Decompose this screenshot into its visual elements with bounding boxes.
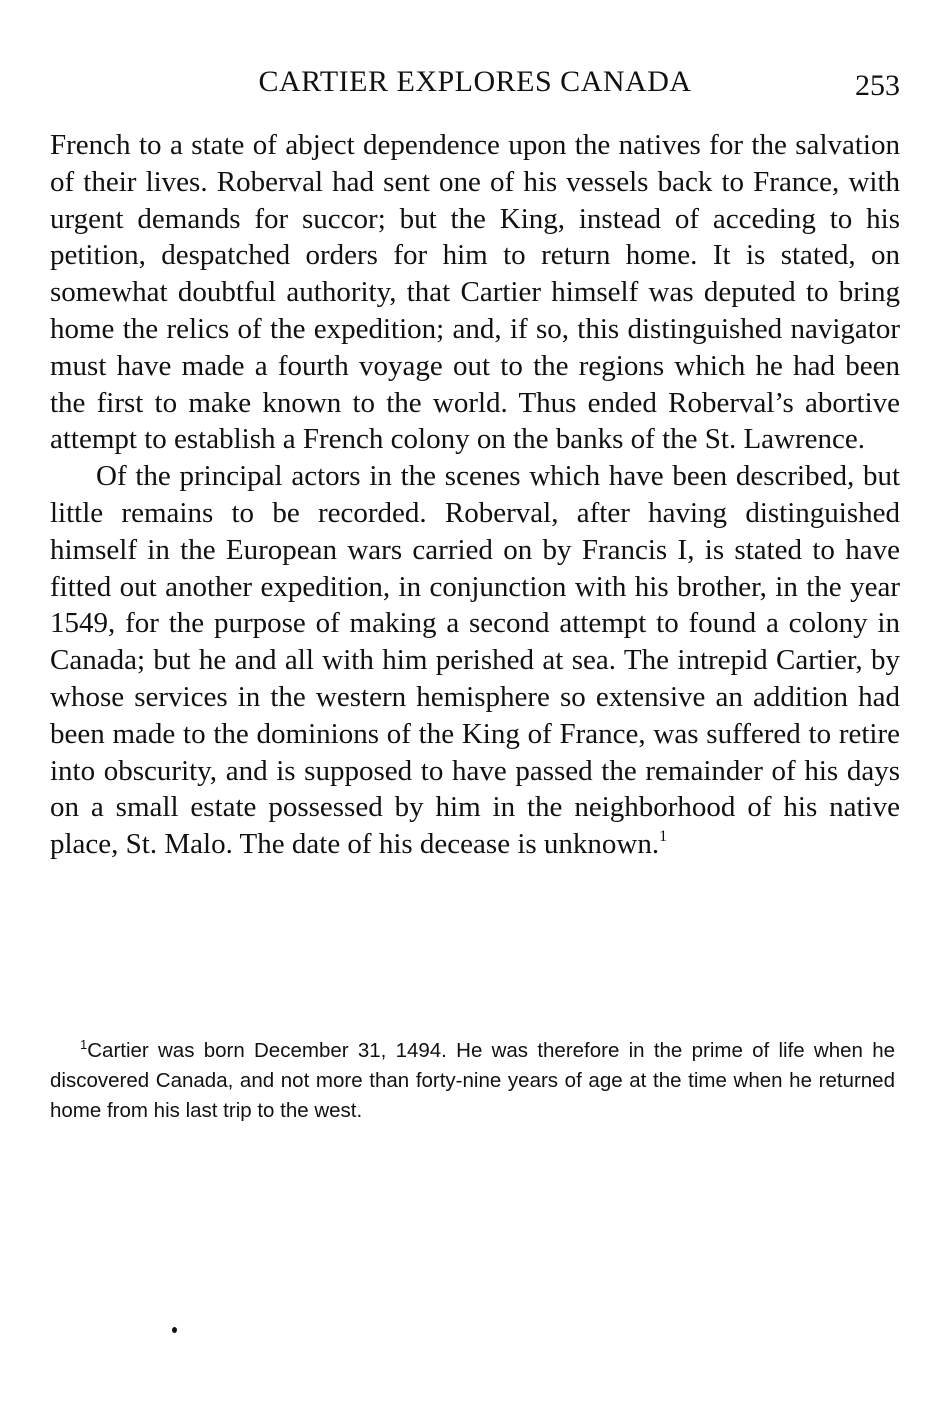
paragraph-1	[50, 127, 900, 458]
paragraph-1-text: French to a state of abject dependence upon the natives for the salvation of their lives. Roberval had sent one of his vessels back to France, with urgent demands for succor; but the King, instead of acceding to his petition, despatched orders for him to return home. It is stated, on somewhat doubtful authority, that Cartier himself was deputed to bring home the relics of the expedition; and, if so, this distinguished navigator must have made a fourth voyage out to the regions which he had been the first to make known to the world. Thus ended Roberval’s abortive attempt to establish a French colony on the banks of the St. Lawrence.	[50, 129, 900, 456]
footnote-text: Cartier was born December 31, 1494. He was therefore in the prime of life when he discovered Canada, and not more than forty-nine years of age at the time when he returned home from his last trip to the west.	[50, 1039, 895, 1122]
ink-speck	[172, 1327, 177, 1333]
paragraph-2-text: Of the principal actors in the scenes which have been described, but little remains to be recorded. Roberval, after having distinguished himself in the European wars carried on by Francis I, is stated to have fitted out another expedition, in conjunction with his brother, in the year 1549, for the purpose of making a second attempt to found a colony in Canada; but he and all with him perished at sea. The intrepid Cartier, by whose services in the western hemisphere so extensive an addition had been made to the dominions of the King of France, was suffered to retire into obscurity, and is supposed to have passed the remainder of his days on a small estate possessed by him in the neighborhood of his native place, St. Malo. The date of his decease is unknown.	[50, 460, 900, 861]
paragraph-2	[50, 458, 900, 863]
body-text	[50, 127, 900, 863]
footnote-marker: 1	[80, 1037, 88, 1052]
running-head	[50, 64, 900, 104]
footnote-reference: 1	[659, 828, 668, 846]
footnote	[50, 1036, 895, 1126]
page-number: 253	[855, 69, 900, 102]
running-title: CARTIER EXPLORES CANADA	[258, 65, 692, 98]
